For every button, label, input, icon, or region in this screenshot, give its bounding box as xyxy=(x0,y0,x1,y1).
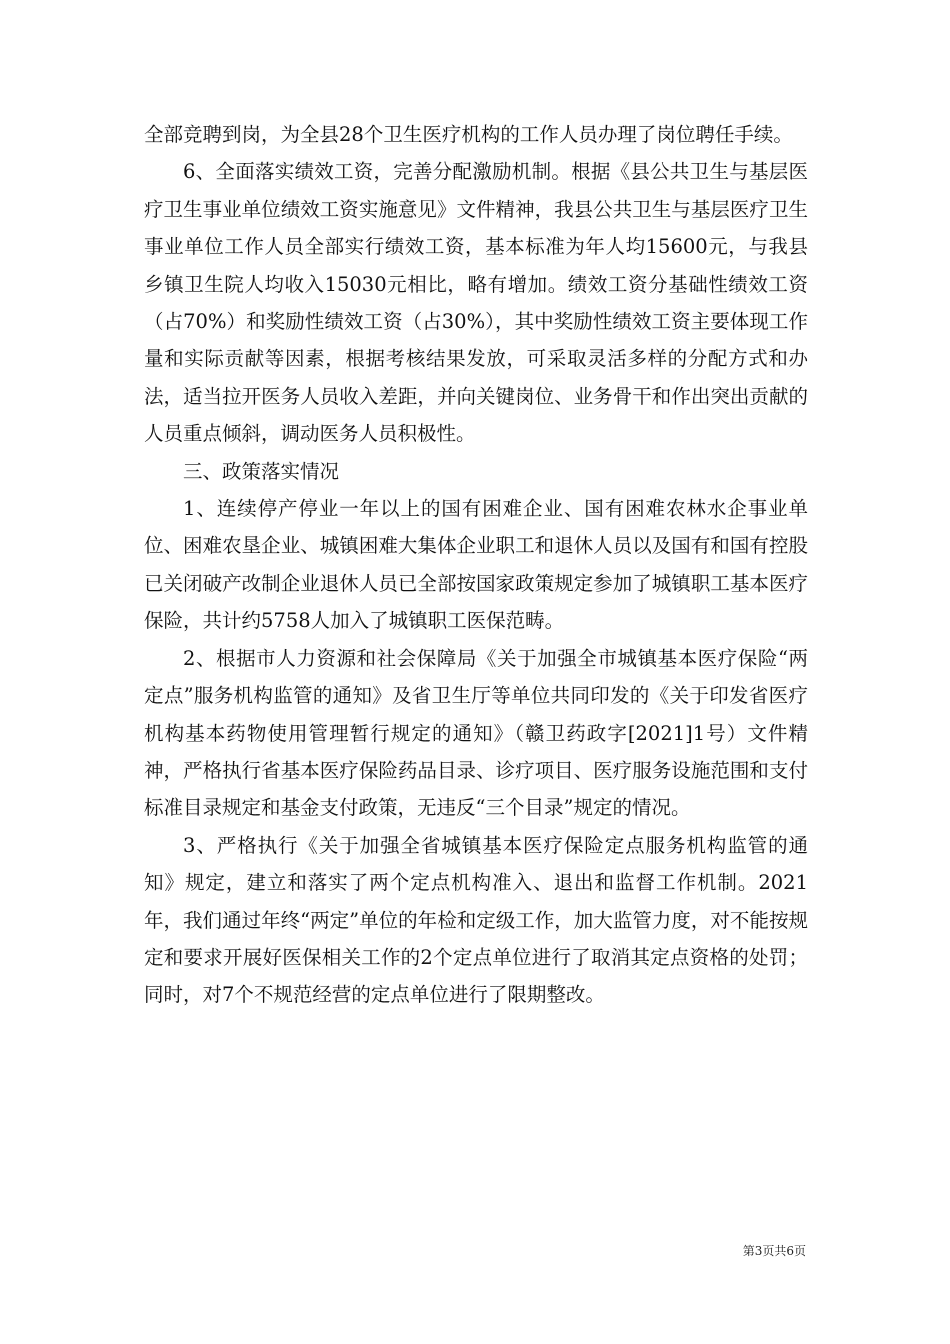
paragraph-policy-item-3: 3、严格执行《关于加强全省城镇基本医疗保险定点服务机构监管的通知》规定，建立和落实了两个定点机构准入、退出和监督工作机制。2021年，我们通过年终“两定”单位的年检和定级工作，加大监管力度，对不能按规定和要求开展好医保相关工作的2个定点单位进行了取消其定点资格的处罚；同时，对7个不规范经营的定点单位进行了限期整改。 xyxy=(144,833,808,1007)
document-body xyxy=(144,116,808,1014)
section-heading-policy-implementation: 三、政策落实情况 xyxy=(183,459,340,483)
page-number-footer: 第3页共6页 xyxy=(742,1244,806,1258)
paragraph-continuation: 全部竞聘到岗，为全县28个卫生医疗机构的工作人员办理了岗位聘任手续。 xyxy=(144,123,793,146)
paragraph-policy-item-2: 2、根据市人力资源和社会保障局《关于加强全市城镇基本医疗保险“两定点”服务机构监管的通知》及省卫生厅等单位共同印发的《关于印发省医疗机构基本药物使用管理暂行规定的通知》（赣卫药政字[2021]1号）文件精神，严格执行省基本医疗保险药品目录、诊疗项目、医疗服务设施范围和支付标准目录规定和基金支付政策，无违反“三个目录”规定的情况。 xyxy=(144,646,808,820)
paragraph-policy-item-1: 1、连续停产停业一年以上的国有困难企业、国有困难农林水企事业单位、困难农垦企业、城镇困难大集体企业职工和退休人员以及国有和国有控股已关闭破产改制企业退休人员已全部按国家政策规定参加了城镇职工基本医疗保险，共计约5758人加入了城镇职工医保范畴。 xyxy=(144,497,808,633)
paragraph-performance-pay: 6、全面落实绩效工资，完善分配激励机制。根据《县公共卫生与基层医疗卫生事业单位绩效工资实施意见》文件精神，我县公共卫生与基层医疗卫生事业单位工作人员全部实行绩效工资，基本标准为年人均15600元，与我县乡镇卫生院人均收入15030元相比，略有增加。绩效工资分基础性绩效工资（占70%）和奖励性绩效工资（占30%），其中奖励性绩效工资主要体现工作量和实际贡献等因素，根据考核结果发放，可采取灵活多样的分配方式和办法，适当拉开医务人员收入差距，并向关键岗位、业务骨干和作出突出贡献的人员重点倾斜，调动医务人员积极性。 xyxy=(144,160,808,446)
